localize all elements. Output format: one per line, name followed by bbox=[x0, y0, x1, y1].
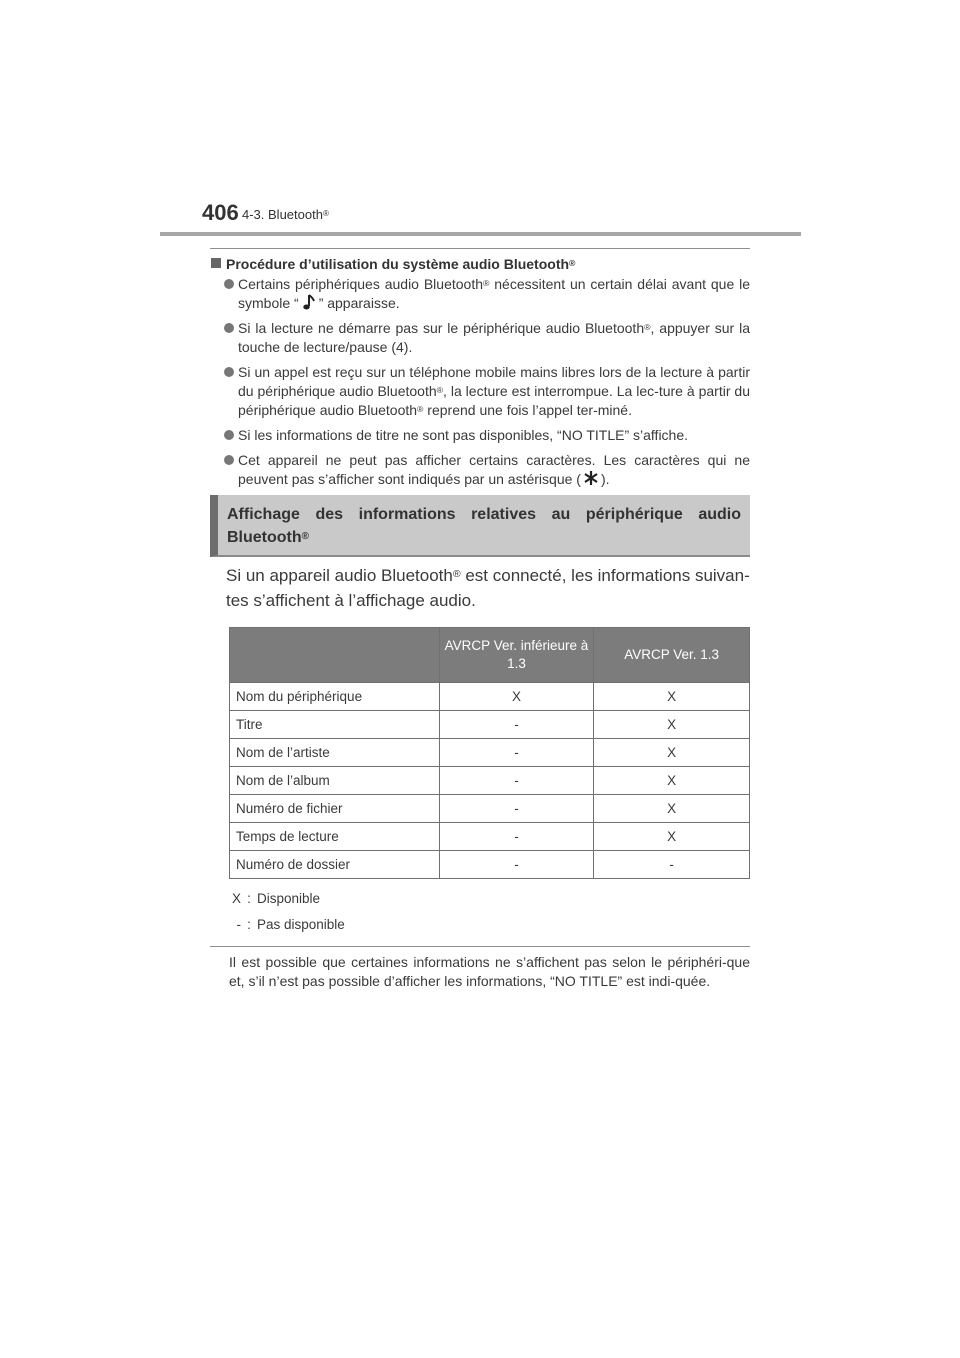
bullet-text: ). bbox=[600, 471, 610, 487]
round-bullet-icon bbox=[224, 323, 234, 333]
intro-text-b: est connecté, les informations suivan-tes s’affichent à l’affichage audio. bbox=[226, 566, 750, 610]
table-row bbox=[230, 683, 750, 711]
table-row-label: Temps de lecture bbox=[230, 823, 440, 851]
table-row bbox=[230, 823, 750, 851]
table-row-label: Titre bbox=[230, 711, 440, 739]
registered-mark: ® bbox=[322, 209, 329, 219]
table-row-label: Nom de l’artiste bbox=[230, 739, 440, 767]
table-cell: X bbox=[594, 823, 750, 851]
registered-mark: ® bbox=[417, 403, 424, 414]
registered-mark: ® bbox=[301, 530, 309, 542]
legend-key: - bbox=[236, 917, 241, 932]
bullet-item bbox=[210, 451, 750, 489]
table-cell: X bbox=[594, 683, 750, 711]
bullet-text: nécessitent un certain délai avant que le symbole “ bbox=[238, 276, 750, 311]
table-cell: X bbox=[594, 795, 750, 823]
bullet-item bbox=[210, 319, 750, 357]
table-cell: - bbox=[439, 795, 594, 823]
table-cell: - bbox=[439, 767, 594, 795]
table-cell: - bbox=[439, 851, 594, 879]
registered-mark: ® bbox=[644, 321, 651, 332]
avrcp-info-table bbox=[229, 627, 750, 879]
procedure-bullet-list bbox=[210, 275, 750, 489]
round-bullet-icon bbox=[224, 279, 234, 289]
table-header-cell bbox=[230, 628, 440, 683]
round-bullet-icon bbox=[224, 455, 234, 465]
bullet-text: ” apparaisse. bbox=[318, 295, 400, 311]
legend-key: X bbox=[231, 891, 241, 906]
bullet-item bbox=[210, 363, 750, 420]
bullet-text: reprend une fois l’appel ter-miné. bbox=[423, 402, 632, 418]
table-cell: - bbox=[439, 711, 594, 739]
top-divider bbox=[210, 248, 750, 249]
table-cell: X bbox=[439, 683, 594, 711]
bullet-item bbox=[210, 275, 750, 313]
bullet-item bbox=[210, 426, 750, 445]
table-row bbox=[230, 739, 750, 767]
bullet-text: Si les informations de titre ne sont pas disponibles, “NO TITLE” s’affiche. bbox=[238, 427, 689, 443]
table-row-label: Numéro de fichier bbox=[230, 795, 440, 823]
table-legend bbox=[219, 886, 750, 938]
registered-mark: ® bbox=[452, 568, 461, 581]
table-row bbox=[230, 767, 750, 795]
registered-mark: ® bbox=[483, 277, 490, 288]
table-cell: X bbox=[594, 767, 750, 795]
section-heading-text: Affichage des informations relatives au périphérique audio Bluetooth bbox=[227, 506, 741, 546]
table-body bbox=[230, 683, 750, 879]
table-row-label: Numéro de dossier bbox=[230, 851, 440, 879]
page-number: 406 bbox=[202, 200, 239, 225]
note-divider bbox=[210, 946, 750, 947]
footnote: Il est possible que certaines informations ne s’affichent pas selon le périphéri-que et, s’il n’est pas possible d’afficher les informations, “NO TITLE” est indi-quée. bbox=[229, 954, 750, 989]
bullet-text: Cet appareil ne peut pas afficher certains caractères. Les caractères qui ne peuvent pas s’afficher sont indiqués par un astérisque ( bbox=[238, 452, 750, 487]
legend-item bbox=[219, 912, 750, 938]
legend-text: Pas disponible bbox=[257, 917, 345, 932]
table-row bbox=[230, 851, 750, 879]
table-cell: - bbox=[594, 851, 750, 879]
music-note-icon bbox=[299, 296, 319, 310]
registered-mark: ® bbox=[436, 384, 444, 395]
procedure-heading bbox=[210, 256, 750, 272]
section-breadcrumb-text: 4-3. Bluetooth bbox=[242, 207, 323, 222]
legend-separator: : bbox=[247, 891, 251, 906]
table-cell: - bbox=[439, 739, 594, 767]
bullet-text: , appuyer sur la touche de lecture/pause (4). bbox=[238, 320, 750, 355]
registered-mark: ® bbox=[569, 257, 576, 268]
round-bullet-icon bbox=[224, 430, 234, 440]
round-bullet-icon bbox=[224, 367, 234, 377]
bullet-text: Si la lecture ne démarre pas sur le périphérique audio Bluetooth bbox=[238, 320, 645, 336]
legend-item bbox=[219, 886, 750, 912]
table-cell: X bbox=[594, 739, 750, 767]
section-heading bbox=[210, 495, 750, 557]
page-content bbox=[210, 248, 750, 991]
square-bullet-icon bbox=[211, 258, 221, 268]
header-rule bbox=[160, 232, 801, 236]
table-row bbox=[230, 711, 750, 739]
table-header-row bbox=[230, 628, 750, 683]
procedure-title: Procédure d’utilisation du système audio Bluetooth bbox=[226, 256, 570, 272]
intro-text-a: Si un appareil audio Bluetooth bbox=[226, 566, 453, 585]
section-breadcrumb bbox=[242, 207, 329, 222]
table-row bbox=[230, 795, 750, 823]
section-intro bbox=[226, 563, 750, 613]
bullet-text: Certains périphériques audio Bluetooth bbox=[238, 276, 483, 292]
table-cell: - bbox=[439, 823, 594, 851]
legend-text: Disponible bbox=[257, 891, 321, 906]
table-row-label: Nom de l’album bbox=[230, 767, 440, 795]
table-header-cell: AVRCP Ver. inférieure à 1.3 bbox=[439, 628, 594, 683]
table-cell: X bbox=[594, 711, 750, 739]
table-header-cell: AVRCP Ver. 1.3 bbox=[594, 628, 750, 683]
asterisk-icon bbox=[581, 472, 601, 486]
table-row-label: Nom du périphérique bbox=[230, 683, 440, 711]
legend-separator: : bbox=[247, 917, 251, 932]
bullet-text: Si un appel est reçu sur un téléphone mobile mains libres lors de la lecture à partir du périphérique audio Bluetooth bbox=[238, 364, 750, 399]
bullet-text: , la lecture est interrompue. La lec-ture à partir du périphérique audio Bluetooth bbox=[238, 383, 750, 418]
